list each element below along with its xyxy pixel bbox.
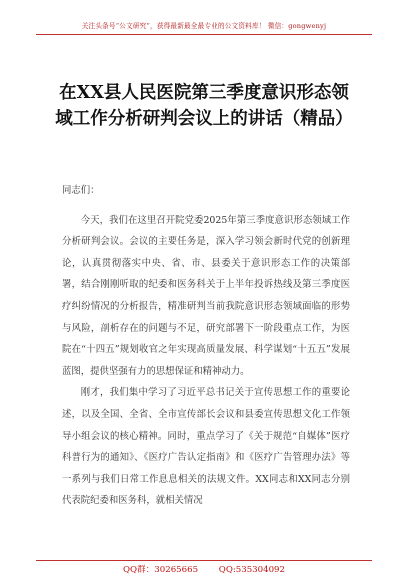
footer (0, 563, 408, 575)
header-banner: 关注头条号“公文研究”，获得最新最全最专业的公文资料库！ 微信：gongwenyj (81, 22, 327, 30)
document-body (62, 180, 350, 512)
footer-qq-group: QQ群：30265665 (123, 565, 199, 575)
salutation: 同志们： (62, 185, 100, 196)
document-title: 在XX县人民医院第三季度意识形态领域工作分析研判会议上的讲话（精品） (55, 83, 353, 129)
paragraph: 今天，我们在这里召开院党委2025年第三季度意识形态领域工作分析研判会议。会议的主要任务是，深入学习领会新时代党的创新理论，认真贯彻落实中央、省、市、县委关于意识形态工作的决策部署，结合刚刚听取的纪委和医务科关于上半年投诉热线及第三季度医疗纠纷情况的分析报告，精准研判当前我院意识形态领域面临的形势与风险，剖析存在的问题与不足，研究部署下一阶段重点工作，为医院在“十四五”规划收官之年实现高质量发展、科学谋划“十五五”发展蓝图，提供坚强有力的思想保证和精神动力。 (62, 214, 350, 377)
footer-divider (36, 560, 372, 561)
header-divider (36, 34, 372, 35)
paragraph: 刚才，我们集中学习了习近平总书记关于宣传思想工作的重要论述，以及全国、全省、全市宣传部长会议和县委宣传思想文化工作领导小组会议的核心精神。同时，重点学习了《关于规范“自媒体”医疗科普行为的通知》、《医疗广告认定指南》和《医疗广告管理办法》等一系列与我们日常工作息息相关的法规文件。XX同志和XX同志分别代表院纪委和医务科，就相关情况 (62, 387, 350, 507)
footer-qq: QQ:535304092 (218, 565, 285, 575)
